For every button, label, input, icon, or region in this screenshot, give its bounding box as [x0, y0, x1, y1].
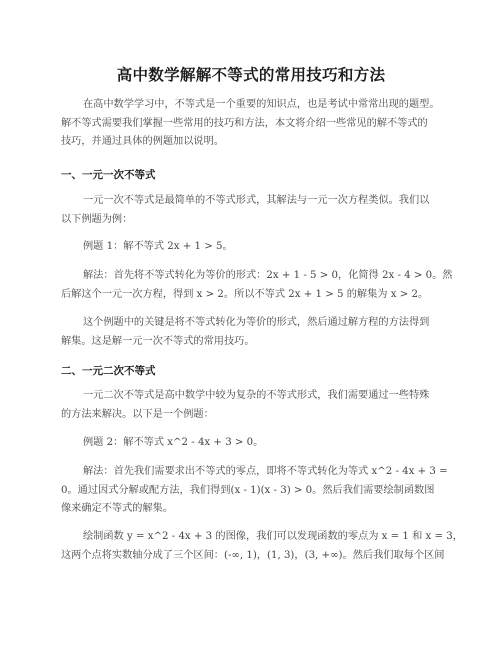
- text-line: 这个例题中的关键是将不等式转化为等价的形式，然后通过解方程的方法得到: [83, 317, 430, 328]
- section-heading: 二、一元二次不等式: [61, 365, 156, 377]
- text-line: 解法：首先将不等式转化为等价的形式：2x + 1 - 5 > 0，化简得 2x - 4 > 0。然: [83, 270, 453, 281]
- section1-intro-paragraph: [61, 192, 441, 229]
- text-line: 解法：首先我们需要求出不等式的零点，即将不等式转化为等式 x^2 - 4x + 3 =: [83, 466, 448, 477]
- example-1: [61, 238, 441, 257]
- section-heading: 一、一元一次不等式: [61, 169, 156, 181]
- text-line: 技巧，并通过具体的例题加以说明。: [61, 136, 224, 147]
- text-line: 解不等式需要我们掌握一些常用的技巧和方法，本文将介绍一些常见的解不等式的: [61, 117, 428, 129]
- text-line: 例题 1：解不等式 2x + 1 > 5。: [83, 241, 233, 252]
- summary-1-paragraph: [61, 314, 441, 351]
- text-line: 0。通过因式分解或配方法，我们得到(x - 1)(x - 3) > 0。然后我们需要绘制函数图: [61, 484, 435, 496]
- text-line: 后解这个一元一次方程，得到 x > 2。所以不等式 2x + 1 > 5 的解集为 x > 2。: [61, 288, 429, 300]
- text-line: 的方法来解决。以下是一个例题：: [61, 408, 214, 420]
- text-line: 解集。这是解一元一次不等式的常用技巧。: [61, 335, 255, 347]
- text-line: 这两个点将实数轴分成了三个区间：(-∞, 1)，(1, 3)，(3, +∞)。然后我们取每个区间: [61, 549, 445, 561]
- solution-1-paragraph: [61, 267, 453, 304]
- text-line: 绘制函数 y = x^2 - 4x + 3 的图像，我们可以发现函数的零点为 x = 1 和 x = 3，: [83, 531, 463, 542]
- text-line: 一元二次不等式是高中数学中较为复杂的不等式形式，我们需要通过一些特殊: [83, 390, 430, 401]
- section2-intro-paragraph: [61, 387, 441, 424]
- text-line: 像来确定不等式的解集。: [61, 503, 174, 514]
- example-2: [61, 434, 441, 453]
- graph-paragraph: [61, 528, 463, 565]
- text-line: 例题 2：解不等式 x^2 - 4x + 3 > 0。: [83, 437, 264, 448]
- intro-paragraph: [61, 96, 441, 152]
- text-line: 在高中数学学习中，不等式是一个重要的知识点，也是考试中常常出现的题型。: [83, 99, 440, 110]
- text-line: 一元一次不等式是最简单的不等式形式，其解法与一元一次方程类似。我们以: [83, 195, 430, 206]
- text-line: 以下例题为例：: [61, 213, 133, 225]
- page-title: 高中数学解解不等式的常用技巧和方法: [116, 66, 386, 84]
- solution-2-paragraph: [61, 463, 448, 519]
